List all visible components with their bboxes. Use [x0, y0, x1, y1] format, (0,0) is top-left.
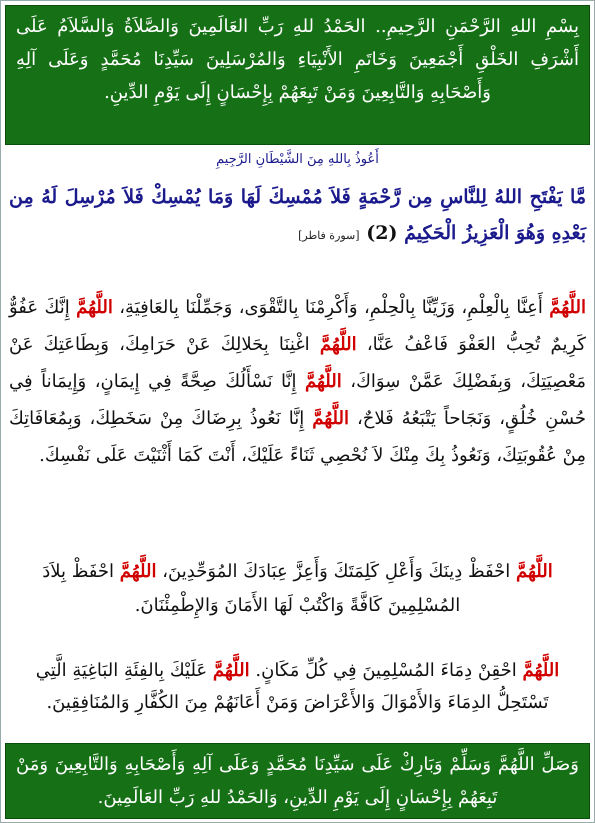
allahumma-word: اللَّهُمَّ: [76, 297, 113, 318]
quran-verse: [9, 179, 586, 254]
supplication-text: احْقِنْ دِمَاءَ المُسْلِمِينَ فِي كُلِّ مَكَانٍ.: [255, 660, 517, 681]
closing-salawat-text: وَصَلِّ اللَّهُمَّ وَسَلِّمْ وَبَارِكْ عَلَى سَيِّدِنَا مُحَمَّدٍ وَعَلَى آلِهِ وَأَصْحَابِهِ وَالتَّابِعِينَ وَمَنْ تَبِعَهُمْ بِإِحْسَانٍ إِلَى يَوْمِ الدِّينِ، وَالحَمْدُ للهِ رَبِّ العَالَمِينَ.: [16, 754, 579, 808]
allahumma-word: اللَّهُمَّ: [549, 297, 586, 318]
opening-praise-banner: [5, 5, 590, 145]
verse-number: (2): [366, 222, 398, 244]
supplication-text: أَعِنَّا بِالْعِلْمِ، وَزَيِّنَّا بِالْحِلْمِ، وَأَكْرِمْنَا بِالتَّقْوَى، وَجَمِّلْنَا بِالعَافِيَةِ،: [119, 297, 543, 318]
supplication-text: إِنَّكَ عَفُوٌّ كَرِيمٌ تُحِبُّ العَفْوَ فَاعْفُ عَنَّا،: [9, 297, 586, 355]
allahumma-word: اللَّهُمَّ: [119, 561, 157, 582]
supplication-paragraph-3: [9, 655, 586, 719]
allahumma-word: اللَّهُمَّ: [305, 371, 342, 392]
supplication-text: عَلَيْكَ بِالفِئَةِ البَاغِيَةِ الَّتِي تَسْتَحِلُّ الدِمَاءَ وَالأَمْوَالَ وَالأَعْرَاضَ وَمَنْ أَعَانَهُمْ مِنَ الكُفَّارِ وَالمُنَافِقِينَ.: [35, 660, 549, 713]
supplication-text: احْفَظْ بِلاَدَ المُسْلِمِينَ كَافَّةً وَاكْتُبْ لَهَا الأَمَانَ وَالإِطْمِئْنَانَ.: [42, 561, 461, 616]
supplication-paragraph-1: [9, 289, 586, 474]
supplication-text: اغْنِنَا بِحَلالِكَ عَنْ حَرَامِكَ، وَبِطَاعَتِكَ عَنْ مَعْصِيَتِكَ، وَبِفَضْلِكَ عَمَّنْ سِوَاكَ،: [9, 334, 586, 392]
closing-salawat-banner: [5, 743, 590, 819]
allahumma-word: اللَّهُمَّ: [522, 660, 560, 681]
verse-text: مَّا يَفْتَحِ اللهُ لِلنَّاسِ مِن رَّحْمَةٍ فَلاَ مُمْسِكَ لَهَا وَمَا يُمْسِكْ فَلاَ مُرْسِلَ لَهُ مِن بَعْدِهِ وَهُوَ الْعَزِيزُ الْحَكِيمُ: [9, 186, 586, 244]
istiadha-line: أَعُوذُ بِاللهِ مِنَ الشَّيْطَانِ الرَّجِيمِ: [216, 152, 379, 167]
supplication-text: إِنَّا نَعُوذُ بِرِضَاكَ مِنْ سَخَطِكَ، وَبِمُعَافَاتِكَ مِنْ عُقُوبَتِكَ، وَنَعُوذُ بِكَ مِنْكَ لاَ نُحْصِي ثَنَاءً عَلَيْكَ، أَنْتَ كَمَا أَثْنَيْتَ عَلَى نَفْسِكَ.: [9, 408, 586, 466]
supplication-paragraph-2: [9, 555, 586, 623]
supplication-text: إِنَّا نَسْأَلُكَ صِحَّةً فِي إِيمَانٍ، وَإِيمَاناً فِي حُسْنِ خُلُقٍ، وَنَجَاحاً يَتْبَعُهُ فَلاحٌ،: [9, 371, 587, 429]
allahumma-word: اللَّهُمَّ: [212, 660, 250, 681]
opening-praise-text: بِسْمِ اللهِ الرَّحْمَنِ الرَّحِيمِ.. الحَمْدُ للهِ رَبِّ العَالَمِينَ وَالصَّلاَةُ وَالسَّلاَمُ عَلَى أَشْرَفِ الخَلْقِ أَجْمَعِينَ وَخَاتَمِ الأَنْبِيَاءِ وَالمُرْسَلِينَ سَيِّدِنَا مُحَمَّدٍ وَعَلَى آلِهِ وَأَصْحَابِهِ وَالتَّابِعِينَ وَمَنْ تَبِعَهُمْ بِإِحْسَانٍ إِلَى يَوْمِ الدِّينِ.: [16, 16, 579, 103]
allahumma-word: اللَّهُمَّ: [319, 334, 357, 355]
allahumma-word: اللَّهُمَّ: [312, 408, 349, 429]
supplication-text: احْفَظْ دِينَكَ وَأَعْلِ كَلِمَتَكَ وَأَعِزَّ عِبَادَكَ المُوَحِّدِينَ،: [162, 561, 511, 582]
allahumma-word: اللَّهُمَّ: [516, 561, 553, 582]
surah-reference: [سورة فاطر]: [298, 229, 360, 242]
